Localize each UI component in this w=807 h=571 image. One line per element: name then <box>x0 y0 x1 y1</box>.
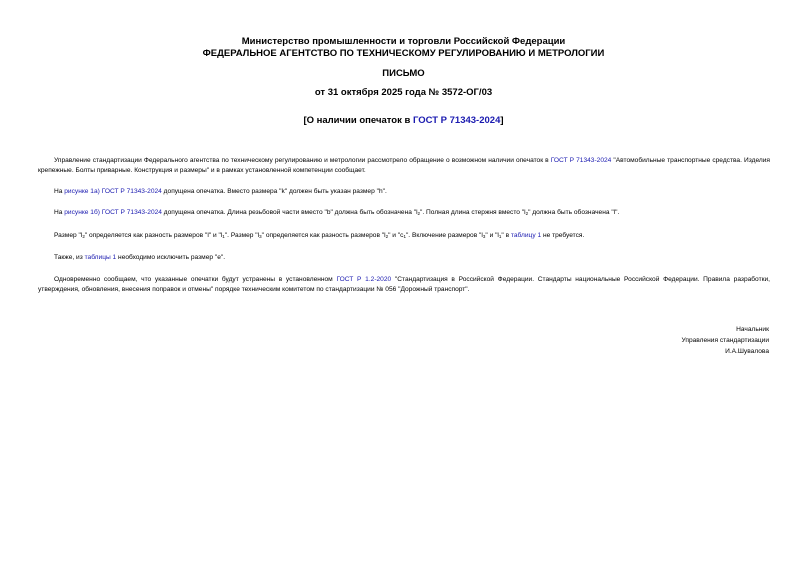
fig1b-text-2: допущена опечатка. Длина резьбовой части вместо "b" должна быть обозначена " <box>161 209 417 216</box>
figure-1a-link[interactable]: рисунке 1а) ГОСТ Р 71343-2024 <box>64 188 162 195</box>
paragraph-conclusion <box>38 275 770 295</box>
dim-sym-a: l <box>80 232 83 239</box>
date-number: от 31 октября 2025 года № 3572-ОГ/03 <box>314 87 493 98</box>
dim-sym-a-sub: 2 <box>82 234 85 239</box>
dim-text-2: " определяется как разность размеров " <box>84 232 208 239</box>
paragraph-table <box>38 253 770 263</box>
fig1a-text-1: На <box>54 188 65 195</box>
fig1a-text-2: допущена опечатка. Вместо размера "k" должен быть указан размер "h". <box>161 188 387 195</box>
ministry-title: Министерство промышленности и торговли Российской Федерации <box>241 36 566 47</box>
gost-link-intro[interactable]: ГОСТ Р 71343-2024 <box>550 157 612 164</box>
signature-department: Управления стандартизации <box>681 337 769 344</box>
symbol-l: l <box>613 209 616 216</box>
paragraph-dimensions <box>38 231 770 242</box>
dim-sym-e: l <box>384 232 386 239</box>
subject-open-text: [О наличии опечаток в <box>303 115 413 126</box>
table-text-2: необходимо исключить размер "e". <box>116 254 226 261</box>
symbol-l2-b: l <box>524 209 526 216</box>
dim-text-4: ". Размер " <box>224 232 258 239</box>
fig1b-text-5: ". <box>615 209 620 216</box>
dim-sym-f: c <box>400 232 404 239</box>
dim-sym-d: l <box>257 232 260 239</box>
dim-text-5: " определяется как разность размеров " <box>261 232 385 239</box>
paragraph-figure-1b <box>38 208 770 219</box>
symbol-l2-b-sub: 2 <box>525 211 529 216</box>
fig1b-text-3: ". Полная длина стержня вместо " <box>420 209 525 216</box>
dim-text-7: ". Включение размеров " <box>405 232 482 239</box>
table-text-1: Также, из <box>54 254 85 261</box>
subject-gost-link[interactable]: ГОСТ Р 71343-2024 <box>412 115 501 126</box>
dim-sym-h: l <box>497 232 499 239</box>
dim-sym-d-sub: 3 <box>259 234 262 239</box>
agency-title: ФЕДЕРАЛЬНОЕ АГЕНТСТВО ПО ТЕХНИЧЕСКОМУ РЕГУЛИРОВАНИЮ И МЕТРОЛОГИИ <box>202 48 605 59</box>
dim-sym-c: l <box>220 232 223 239</box>
fig1b-text-4: " должна быть обозначена " <box>528 209 614 216</box>
figure-1b-link[interactable]: рисунке 1б) ГОСТ Р 71343-2024 <box>64 209 162 216</box>
gost-1-2-link[interactable]: ГОСТ Р 1.2-2020 <box>336 276 392 283</box>
conclusion-text-1: Одновременно сообщаем, что указанные опечатки будут устранены в установленном <box>54 276 337 283</box>
table-1-link[interactable]: таблицу 1 <box>510 232 542 239</box>
intro-text-1: Управление стандартизации Федерального агентства по техническому регулированию и метрологии рассмотрело обращение о возможном наличии опечаток в <box>54 157 551 164</box>
fig1b-text-1: На <box>54 209 65 216</box>
paragraph-intro <box>38 156 770 176</box>
table-1-link-2[interactable]: таблицы 1 <box>84 254 117 261</box>
dim-sym-g-sub: 3 <box>482 234 486 239</box>
dim-sym-h-sub: 1 <box>498 234 502 239</box>
signature-name: И.А.Шувалова <box>725 348 769 355</box>
dim-text-9: " в <box>501 232 511 239</box>
dim-sym-g: l <box>481 232 483 239</box>
document-subject <box>0 115 807 126</box>
dim-text-10: не требуется. <box>541 232 585 239</box>
paragraph-figure-1a <box>38 187 770 197</box>
subject-close-text: ] <box>500 115 504 126</box>
dim-text-8: " и " <box>485 232 498 239</box>
dim-text-3: " и " <box>208 232 221 239</box>
conclusion-text-2: "Стандартизация в Российской Федерации. Стандарты национальные Российской Федерации. Правила разработки, утверждения, обновления, внесения поправок и отмены" порядке техническим комитетом по стандартизации № 056 "Дорожный транспорт". <box>38 276 770 293</box>
dim-sym-b: l <box>207 232 209 239</box>
intro-text-2: "Автомобильные транспортные средства. Изделия крепежные. Болты приварные. Конструкция и размеры" и в рамках установленной компетенции сообщает. <box>38 157 770 174</box>
signature-position: Начальник <box>736 326 769 333</box>
document-type: ПИСЬМО <box>382 68 425 79</box>
dim-sym-e-sub: 2 <box>385 234 389 239</box>
symbol-l2-a: l <box>416 209 418 216</box>
dim-sym-c-sub: 1 <box>222 234 225 239</box>
dim-sym-f-sub: 1 <box>403 234 406 239</box>
dim-text-1: Размер " <box>54 232 81 239</box>
dim-text-6: " и " <box>388 232 401 239</box>
symbol-l2-a-sub: 2 <box>417 211 421 216</box>
